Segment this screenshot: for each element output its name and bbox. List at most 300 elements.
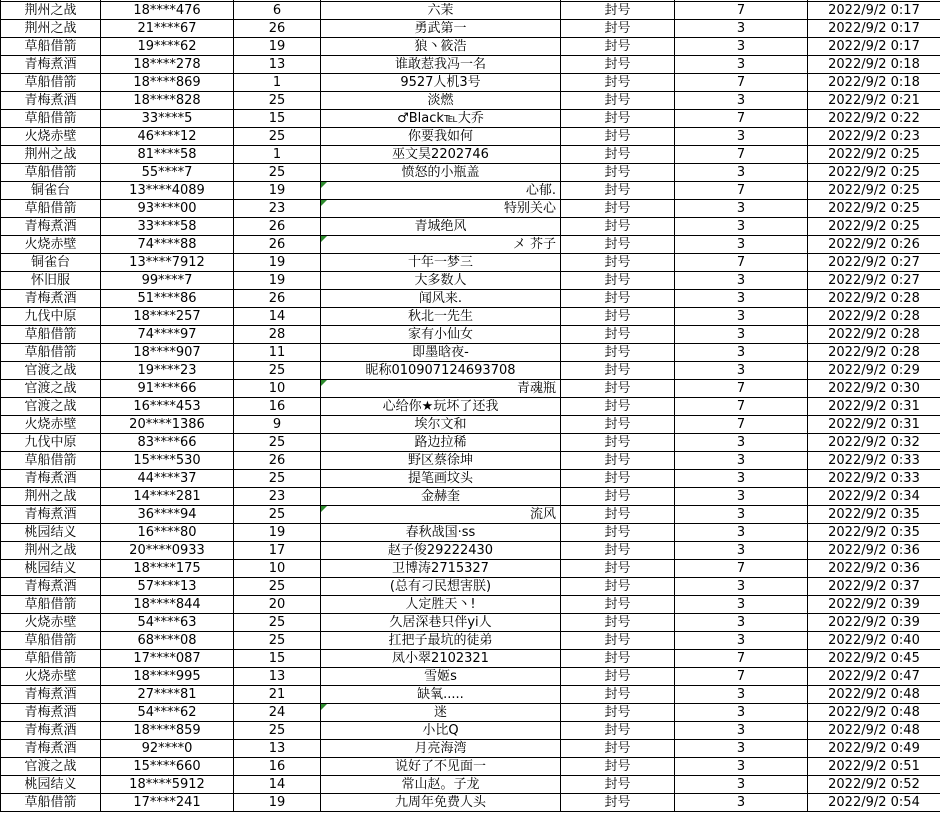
cell-level[interactable]: 11 bbox=[234, 344, 321, 362]
cell-server[interactable]: 荆州之战 bbox=[1, 542, 101, 560]
cell-level[interactable]: 25 bbox=[234, 470, 321, 488]
cell-level[interactable]: 24 bbox=[234, 704, 321, 722]
table-row[interactable] bbox=[1, 236, 941, 254]
cell-account[interactable]: 13****4089 bbox=[101, 182, 234, 200]
cell-name[interactable]: 青魂瓶 bbox=[321, 380, 561, 398]
cell-server[interactable]: 青梅煮酒 bbox=[1, 56, 101, 74]
cell-server[interactable]: 青梅煮酒 bbox=[1, 740, 101, 758]
table-row[interactable] bbox=[1, 38, 941, 56]
cell-account[interactable]: 93****00 bbox=[101, 200, 234, 218]
cell-level[interactable]: 14 bbox=[234, 776, 321, 794]
cell-level[interactable]: 1 bbox=[234, 146, 321, 164]
cell-level[interactable]: 19 bbox=[234, 182, 321, 200]
cell-server[interactable]: 官渡之战 bbox=[1, 362, 101, 380]
cell-server[interactable]: 怀旧服 bbox=[1, 272, 101, 290]
table-row[interactable] bbox=[1, 560, 941, 578]
cell-time[interactable]: 2022/9/2 0:35 bbox=[808, 506, 941, 524]
cell-level[interactable]: 25 bbox=[234, 506, 321, 524]
cell-name[interactable]: 淡燃 bbox=[321, 92, 561, 110]
cell-action[interactable]: 封号 bbox=[561, 290, 675, 308]
cell-name[interactable]: 昵称010907124693708 bbox=[321, 362, 561, 380]
cell-action[interactable]: 封号 bbox=[561, 758, 675, 776]
cell-days[interactable]: 3 bbox=[675, 686, 808, 704]
cell-action[interactable]: 封号 bbox=[561, 56, 675, 74]
cell-level[interactable]: 25 bbox=[234, 722, 321, 740]
cell-level[interactable]: 25 bbox=[234, 128, 321, 146]
cell-action[interactable]: 封号 bbox=[561, 92, 675, 110]
cell-days[interactable]: 3 bbox=[675, 776, 808, 794]
cell-server[interactable]: 青梅煮酒 bbox=[1, 578, 101, 596]
cell-account[interactable]: 18****257 bbox=[101, 308, 234, 326]
cell-days[interactable]: 7 bbox=[675, 110, 808, 128]
cell-level[interactable]: 9 bbox=[234, 416, 321, 434]
cell-level[interactable]: 16 bbox=[234, 758, 321, 776]
cell-action[interactable]: 封号 bbox=[561, 380, 675, 398]
table-row[interactable] bbox=[1, 452, 941, 470]
cell-server[interactable]: 火烧赤壁 bbox=[1, 236, 101, 254]
cell-action[interactable]: 封号 bbox=[561, 722, 675, 740]
cell-time[interactable]: 2022/9/2 0:17 bbox=[808, 38, 941, 56]
table-row[interactable] bbox=[1, 722, 941, 740]
cell-time[interactable]: 2022/9/2 0:36 bbox=[808, 542, 941, 560]
cell-account[interactable]: 99****7 bbox=[101, 272, 234, 290]
cell-time[interactable]: 2022/9/2 0:40 bbox=[808, 632, 941, 650]
cell-server[interactable]: 火烧赤壁 bbox=[1, 668, 101, 686]
cell-level[interactable]: 15 bbox=[234, 650, 321, 668]
cell-account[interactable]: 54****62 bbox=[101, 704, 234, 722]
cell-level[interactable]: 13 bbox=[234, 668, 321, 686]
cell-days[interactable]: 3 bbox=[675, 344, 808, 362]
cell-name[interactable]: 缺氧..... bbox=[321, 686, 561, 704]
table-row[interactable] bbox=[1, 380, 941, 398]
cell-server[interactable]: 铜雀台 bbox=[1, 182, 101, 200]
cell-server[interactable]: 荆州之战 bbox=[1, 488, 101, 506]
cell-days[interactable]: 7 bbox=[675, 254, 808, 272]
cell-name[interactable]: 9527人机3号 bbox=[321, 74, 561, 92]
cell-days[interactable]: 3 bbox=[675, 38, 808, 56]
cell-account[interactable]: 57****13 bbox=[101, 578, 234, 596]
cell-time[interactable]: 2022/9/2 0:27 bbox=[808, 272, 941, 290]
cell-name[interactable]: 心给你★玩坏了还我 bbox=[321, 398, 561, 416]
cell-account[interactable]: 13****7912 bbox=[101, 254, 234, 272]
table-row[interactable] bbox=[1, 524, 941, 542]
cell-level[interactable]: 1 bbox=[234, 74, 321, 92]
cell-server[interactable]: 青梅煮酒 bbox=[1, 470, 101, 488]
cell-days[interactable]: 3 bbox=[675, 20, 808, 38]
cell-action[interactable]: 封号 bbox=[561, 452, 675, 470]
cell-time[interactable]: 2022/9/2 0:25 bbox=[808, 218, 941, 236]
cell-level[interactable]: 26 bbox=[234, 290, 321, 308]
cell-action[interactable]: 封号 bbox=[561, 506, 675, 524]
cell-action[interactable]: 封号 bbox=[561, 668, 675, 686]
cell-level[interactable]: 25 bbox=[234, 362, 321, 380]
cell-level[interactable]: 19 bbox=[234, 38, 321, 56]
cell-account[interactable]: 27****81 bbox=[101, 686, 234, 704]
table-row[interactable] bbox=[1, 776, 941, 794]
cell-time[interactable]: 2022/9/2 0:34 bbox=[808, 488, 941, 506]
cell-action[interactable]: 封号 bbox=[561, 704, 675, 722]
cell-name[interactable]: 大多数人 bbox=[321, 272, 561, 290]
cell-action[interactable]: 封号 bbox=[561, 596, 675, 614]
cell-account[interactable]: 18****476 bbox=[101, 2, 234, 20]
cell-account[interactable]: 18****859 bbox=[101, 722, 234, 740]
cell-server[interactable]: 草船借箭 bbox=[1, 452, 101, 470]
table-row[interactable] bbox=[1, 686, 941, 704]
cell-account[interactable]: 46****12 bbox=[101, 128, 234, 146]
cell-name[interactable]: 凤小翠2102321 bbox=[321, 650, 561, 668]
cell-account[interactable]: 92****0 bbox=[101, 740, 234, 758]
cell-days[interactable]: 3 bbox=[675, 758, 808, 776]
cell-action[interactable]: 封号 bbox=[561, 20, 675, 38]
cell-server[interactable]: 桃园结义 bbox=[1, 560, 101, 578]
cell-server[interactable]: 草船借箭 bbox=[1, 110, 101, 128]
cell-account[interactable]: 15****660 bbox=[101, 758, 234, 776]
cell-time[interactable]: 2022/9/2 0:21 bbox=[808, 92, 941, 110]
table-row[interactable] bbox=[1, 794, 941, 812]
cell-level[interactable]: 6 bbox=[234, 2, 321, 20]
comment-indicator-icon[interactable] bbox=[321, 200, 327, 206]
cell-account[interactable]: 16****80 bbox=[101, 524, 234, 542]
cell-time[interactable]: 2022/9/2 0:18 bbox=[808, 56, 941, 74]
cell-name[interactable]: 赵子俊29222430 bbox=[321, 542, 561, 560]
table-row[interactable] bbox=[1, 542, 941, 560]
table-row[interactable] bbox=[1, 128, 941, 146]
cell-server[interactable]: 火烧赤壁 bbox=[1, 416, 101, 434]
cell-action[interactable]: 封号 bbox=[561, 146, 675, 164]
cell-action[interactable]: 封号 bbox=[561, 362, 675, 380]
cell-time[interactable]: 2022/9/2 0:25 bbox=[808, 146, 941, 164]
cell-name[interactable]: 你要我如何 bbox=[321, 128, 561, 146]
cell-server[interactable]: 青梅煮酒 bbox=[1, 92, 101, 110]
cell-action[interactable]: 封号 bbox=[561, 308, 675, 326]
cell-server[interactable]: 草船借箭 bbox=[1, 200, 101, 218]
cell-account[interactable]: 14****281 bbox=[101, 488, 234, 506]
cell-server[interactable]: 草船借箭 bbox=[1, 650, 101, 668]
cell-name[interactable]: 常山赵。子龙 bbox=[321, 776, 561, 794]
cell-account[interactable]: 74****88 bbox=[101, 236, 234, 254]
cell-name[interactable]: 青城绝风 bbox=[321, 218, 561, 236]
cell-level[interactable]: 19 bbox=[234, 794, 321, 812]
cell-level[interactable]: 17 bbox=[234, 542, 321, 560]
cell-time[interactable]: 2022/9/2 0:39 bbox=[808, 614, 941, 632]
table-row[interactable] bbox=[1, 110, 941, 128]
table-row[interactable] bbox=[1, 182, 941, 200]
cell-days[interactable]: 3 bbox=[675, 92, 808, 110]
cell-action[interactable]: 封号 bbox=[561, 326, 675, 344]
cell-server[interactable]: 青梅煮酒 bbox=[1, 506, 101, 524]
cell-name[interactable]: 雪姬s bbox=[321, 668, 561, 686]
cell-name[interactable]: 野区蔡徐坤 bbox=[321, 452, 561, 470]
table-row[interactable] bbox=[1, 2, 941, 20]
cell-name[interactable]: 金赫奎 bbox=[321, 488, 561, 506]
cell-days[interactable]: 3 bbox=[675, 200, 808, 218]
cell-days[interactable]: 7 bbox=[675, 650, 808, 668]
cell-name[interactable]: 久居深巷只伴yi人 bbox=[321, 614, 561, 632]
cell-action[interactable]: 封号 bbox=[561, 578, 675, 596]
cell-server[interactable]: 九伐中原 bbox=[1, 434, 101, 452]
cell-server[interactable]: 青梅煮酒 bbox=[1, 704, 101, 722]
cell-server[interactable]: 官渡之战 bbox=[1, 398, 101, 416]
cell-days[interactable]: 3 bbox=[675, 452, 808, 470]
cell-server[interactable]: 火烧赤壁 bbox=[1, 128, 101, 146]
table-row[interactable] bbox=[1, 650, 941, 668]
comment-indicator-icon[interactable] bbox=[321, 182, 327, 188]
cell-account[interactable]: 36****94 bbox=[101, 506, 234, 524]
cell-action[interactable]: 封号 bbox=[561, 470, 675, 488]
cell-account[interactable]: 21****67 bbox=[101, 20, 234, 38]
table-row[interactable] bbox=[1, 704, 941, 722]
cell-days[interactable]: 3 bbox=[675, 578, 808, 596]
table-row[interactable] bbox=[1, 362, 941, 380]
cell-name[interactable]: 家有小仙女 bbox=[321, 326, 561, 344]
cell-name[interactable]: メ 芥子 bbox=[321, 236, 561, 254]
cell-server[interactable]: 九伐中原 bbox=[1, 308, 101, 326]
cell-time[interactable]: 2022/9/2 0:54 bbox=[808, 794, 941, 812]
table-row[interactable] bbox=[1, 254, 941, 272]
cell-account[interactable]: 83****66 bbox=[101, 434, 234, 452]
table-row[interactable] bbox=[1, 668, 941, 686]
table-row[interactable] bbox=[1, 290, 941, 308]
cell-days[interactable]: 3 bbox=[675, 434, 808, 452]
table-row[interactable] bbox=[1, 740, 941, 758]
cell-time[interactable]: 2022/9/2 0:23 bbox=[808, 128, 941, 146]
cell-server[interactable]: 官渡之战 bbox=[1, 380, 101, 398]
table-row[interactable] bbox=[1, 596, 941, 614]
cell-days[interactable]: 3 bbox=[675, 128, 808, 146]
cell-server[interactable]: 草船借箭 bbox=[1, 596, 101, 614]
cell-name[interactable]: 秋北一先生 bbox=[321, 308, 561, 326]
table-row[interactable] bbox=[1, 218, 941, 236]
cell-server[interactable]: 草船借箭 bbox=[1, 74, 101, 92]
cell-level[interactable]: 16 bbox=[234, 398, 321, 416]
cell-level[interactable]: 13 bbox=[234, 740, 321, 758]
cell-action[interactable]: 封号 bbox=[561, 524, 675, 542]
cell-name[interactable]: 勇武第一 bbox=[321, 20, 561, 38]
comment-indicator-icon[interactable] bbox=[321, 704, 327, 710]
cell-time[interactable]: 2022/9/2 0:32 bbox=[808, 434, 941, 452]
cell-action[interactable]: 封号 bbox=[561, 560, 675, 578]
cell-time[interactable]: 2022/9/2 0:18 bbox=[808, 74, 941, 92]
table-row[interactable] bbox=[1, 398, 941, 416]
cell-name[interactable]: 狼丶筱浩 bbox=[321, 38, 561, 56]
cell-action[interactable]: 封号 bbox=[561, 218, 675, 236]
cell-name[interactable]: 谁敢惹我冯一名 bbox=[321, 56, 561, 74]
cell-days[interactable]: 7 bbox=[675, 560, 808, 578]
cell-time[interactable]: 2022/9/2 0:29 bbox=[808, 362, 941, 380]
table-row[interactable] bbox=[1, 506, 941, 524]
cell-name[interactable]: 路边拉稀 bbox=[321, 434, 561, 452]
cell-time[interactable]: 2022/9/2 0:48 bbox=[808, 722, 941, 740]
cell-level[interactable]: 26 bbox=[234, 452, 321, 470]
cell-server[interactable]: 桃园结义 bbox=[1, 524, 101, 542]
cell-days[interactable]: 7 bbox=[675, 416, 808, 434]
cell-action[interactable]: 封号 bbox=[561, 740, 675, 758]
cell-server[interactable]: 荆州之战 bbox=[1, 146, 101, 164]
cell-level[interactable]: 14 bbox=[234, 308, 321, 326]
cell-time[interactable]: 2022/9/2 0:47 bbox=[808, 668, 941, 686]
cell-name[interactable]: 迷 bbox=[321, 704, 561, 722]
cell-time[interactable]: 2022/9/2 0:28 bbox=[808, 290, 941, 308]
cell-account[interactable]: 81****58 bbox=[101, 146, 234, 164]
cell-days[interactable]: 3 bbox=[675, 596, 808, 614]
cell-action[interactable]: 封号 bbox=[561, 2, 675, 20]
cell-days[interactable]: 3 bbox=[675, 164, 808, 182]
cell-name[interactable]: 小比Q bbox=[321, 722, 561, 740]
cell-account[interactable]: 20****0933 bbox=[101, 542, 234, 560]
comment-indicator-icon[interactable] bbox=[321, 506, 327, 512]
cell-name[interactable]: 巫文昊2202746 bbox=[321, 146, 561, 164]
cell-account[interactable]: 16****453 bbox=[101, 398, 234, 416]
cell-time[interactable]: 2022/9/2 0:17 bbox=[808, 20, 941, 38]
cell-level[interactable]: 25 bbox=[234, 164, 321, 182]
table-row[interactable] bbox=[1, 272, 941, 290]
cell-time[interactable]: 2022/9/2 0:51 bbox=[808, 758, 941, 776]
cell-name[interactable]: 卫博涛2715327 bbox=[321, 560, 561, 578]
cell-time[interactable]: 2022/9/2 0:17 bbox=[808, 2, 941, 20]
cell-account[interactable]: 18****907 bbox=[101, 344, 234, 362]
cell-name[interactable]: 十年一梦三 bbox=[321, 254, 561, 272]
cell-days[interactable]: 3 bbox=[675, 290, 808, 308]
cell-days[interactable]: 3 bbox=[675, 614, 808, 632]
cell-level[interactable]: 21 bbox=[234, 686, 321, 704]
cell-days[interactable]: 3 bbox=[675, 56, 808, 74]
cell-days[interactable]: 3 bbox=[675, 488, 808, 506]
cell-level[interactable]: 25 bbox=[234, 632, 321, 650]
cell-account[interactable]: 17****241 bbox=[101, 794, 234, 812]
cell-account[interactable]: 20****1386 bbox=[101, 416, 234, 434]
cell-action[interactable]: 封号 bbox=[561, 542, 675, 560]
cell-action[interactable]: 封号 bbox=[561, 164, 675, 182]
cell-server[interactable]: 火烧赤壁 bbox=[1, 614, 101, 632]
cell-time[interactable]: 2022/9/2 0:35 bbox=[808, 524, 941, 542]
table-row[interactable] bbox=[1, 470, 941, 488]
cell-name[interactable]: 春秋战国·ss bbox=[321, 524, 561, 542]
cell-time[interactable]: 2022/9/2 0:48 bbox=[808, 704, 941, 722]
table-row[interactable] bbox=[1, 146, 941, 164]
cell-account[interactable]: 51****86 bbox=[101, 290, 234, 308]
cell-level[interactable]: 25 bbox=[234, 614, 321, 632]
cell-days[interactable]: 7 bbox=[675, 74, 808, 92]
cell-time[interactable]: 2022/9/2 0:28 bbox=[808, 308, 941, 326]
cell-time[interactable]: 2022/9/2 0:27 bbox=[808, 254, 941, 272]
cell-name[interactable]: 特别关心 bbox=[321, 200, 561, 218]
cell-action[interactable]: 封号 bbox=[561, 632, 675, 650]
cell-days[interactable]: 7 bbox=[675, 668, 808, 686]
cell-server[interactable]: 草船借箭 bbox=[1, 326, 101, 344]
cell-level[interactable]: 25 bbox=[234, 92, 321, 110]
cell-days[interactable]: 3 bbox=[675, 362, 808, 380]
cell-days[interactable]: 3 bbox=[675, 272, 808, 290]
cell-account[interactable]: 18****828 bbox=[101, 92, 234, 110]
cell-days[interactable]: 7 bbox=[675, 398, 808, 416]
cell-time[interactable]: 2022/9/2 0:33 bbox=[808, 452, 941, 470]
cell-level[interactable]: 25 bbox=[234, 434, 321, 452]
cell-level[interactable]: 19 bbox=[234, 254, 321, 272]
cell-account[interactable]: 74****97 bbox=[101, 326, 234, 344]
cell-level[interactable]: 28 bbox=[234, 326, 321, 344]
cell-account[interactable]: 33****5 bbox=[101, 110, 234, 128]
cell-days[interactable]: 7 bbox=[675, 2, 808, 20]
cell-name[interactable]: 心郁. bbox=[321, 182, 561, 200]
cell-account[interactable]: 91****66 bbox=[101, 380, 234, 398]
cell-account[interactable]: 68****08 bbox=[101, 632, 234, 650]
cell-days[interactable]: 3 bbox=[675, 722, 808, 740]
comment-indicator-icon[interactable] bbox=[321, 236, 327, 242]
table-row[interactable] bbox=[1, 20, 941, 38]
cell-name[interactable]: 六茉 bbox=[321, 2, 561, 20]
cell-account[interactable]: 18****175 bbox=[101, 560, 234, 578]
cell-account[interactable]: 18****278 bbox=[101, 56, 234, 74]
cell-server[interactable]: 青梅煮酒 bbox=[1, 218, 101, 236]
cell-action[interactable]: 封号 bbox=[561, 794, 675, 812]
cell-name[interactable]: ♂Black℡大乔 bbox=[321, 110, 561, 128]
cell-name[interactable]: 九周年免费人头 bbox=[321, 794, 561, 812]
table-row[interactable] bbox=[1, 308, 941, 326]
cell-time[interactable]: 2022/9/2 0:25 bbox=[808, 182, 941, 200]
cell-days[interactable]: 3 bbox=[675, 740, 808, 758]
cell-time[interactable]: 2022/9/2 0:22 bbox=[808, 110, 941, 128]
table-row[interactable] bbox=[1, 344, 941, 362]
cell-server[interactable]: 桃园结义 bbox=[1, 776, 101, 794]
cell-name[interactable]: 流风 bbox=[321, 506, 561, 524]
cell-server[interactable]: 草船借箭 bbox=[1, 38, 101, 56]
cell-account[interactable]: 18****5912 bbox=[101, 776, 234, 794]
cell-days[interactable]: 7 bbox=[675, 380, 808, 398]
cell-account[interactable]: 19****62 bbox=[101, 38, 234, 56]
cell-days[interactable]: 7 bbox=[675, 146, 808, 164]
table-row[interactable] bbox=[1, 326, 941, 344]
cell-time[interactable]: 2022/9/2 0:31 bbox=[808, 416, 941, 434]
cell-days[interactable]: 3 bbox=[675, 542, 808, 560]
table-row[interactable] bbox=[1, 200, 941, 218]
cell-action[interactable]: 封号 bbox=[561, 182, 675, 200]
table-row[interactable] bbox=[1, 614, 941, 632]
cell-action[interactable]: 封号 bbox=[561, 236, 675, 254]
cell-time[interactable]: 2022/9/2 0:39 bbox=[808, 596, 941, 614]
cell-time[interactable]: 2022/9/2 0:28 bbox=[808, 326, 941, 344]
cell-level[interactable]: 25 bbox=[234, 578, 321, 596]
cell-action[interactable]: 封号 bbox=[561, 74, 675, 92]
cell-level[interactable]: 26 bbox=[234, 218, 321, 236]
cell-name[interactable]: 闻风来. bbox=[321, 290, 561, 308]
cell-days[interactable]: 3 bbox=[675, 236, 808, 254]
cell-action[interactable]: 封号 bbox=[561, 776, 675, 794]
cell-server[interactable]: 青梅煮酒 bbox=[1, 290, 101, 308]
cell-server[interactable]: 青梅煮酒 bbox=[1, 686, 101, 704]
cell-account[interactable]: 33****58 bbox=[101, 218, 234, 236]
cell-server[interactable]: 荆州之战 bbox=[1, 2, 101, 20]
cell-action[interactable]: 封号 bbox=[561, 434, 675, 452]
cell-account[interactable]: 18****869 bbox=[101, 74, 234, 92]
cell-action[interactable]: 封号 bbox=[561, 416, 675, 434]
cell-server[interactable]: 草船借箭 bbox=[1, 164, 101, 182]
table-row[interactable] bbox=[1, 416, 941, 434]
cell-name[interactable]: 月亮海湾 bbox=[321, 740, 561, 758]
cell-action[interactable]: 封号 bbox=[561, 272, 675, 290]
cell-account[interactable]: 15****530 bbox=[101, 452, 234, 470]
cell-time[interactable]: 2022/9/2 0:48 bbox=[808, 686, 941, 704]
cell-action[interactable]: 封号 bbox=[561, 488, 675, 506]
cell-days[interactable]: 3 bbox=[675, 308, 808, 326]
cell-name[interactable]: 埃尔文和 bbox=[321, 416, 561, 434]
cell-days[interactable]: 7 bbox=[675, 182, 808, 200]
table-row[interactable] bbox=[1, 488, 941, 506]
table-row[interactable] bbox=[1, 758, 941, 776]
cell-days[interactable]: 3 bbox=[675, 704, 808, 722]
cell-server[interactable]: 荆州之战 bbox=[1, 20, 101, 38]
cell-level[interactable]: 23 bbox=[234, 488, 321, 506]
cell-level[interactable]: 19 bbox=[234, 272, 321, 290]
